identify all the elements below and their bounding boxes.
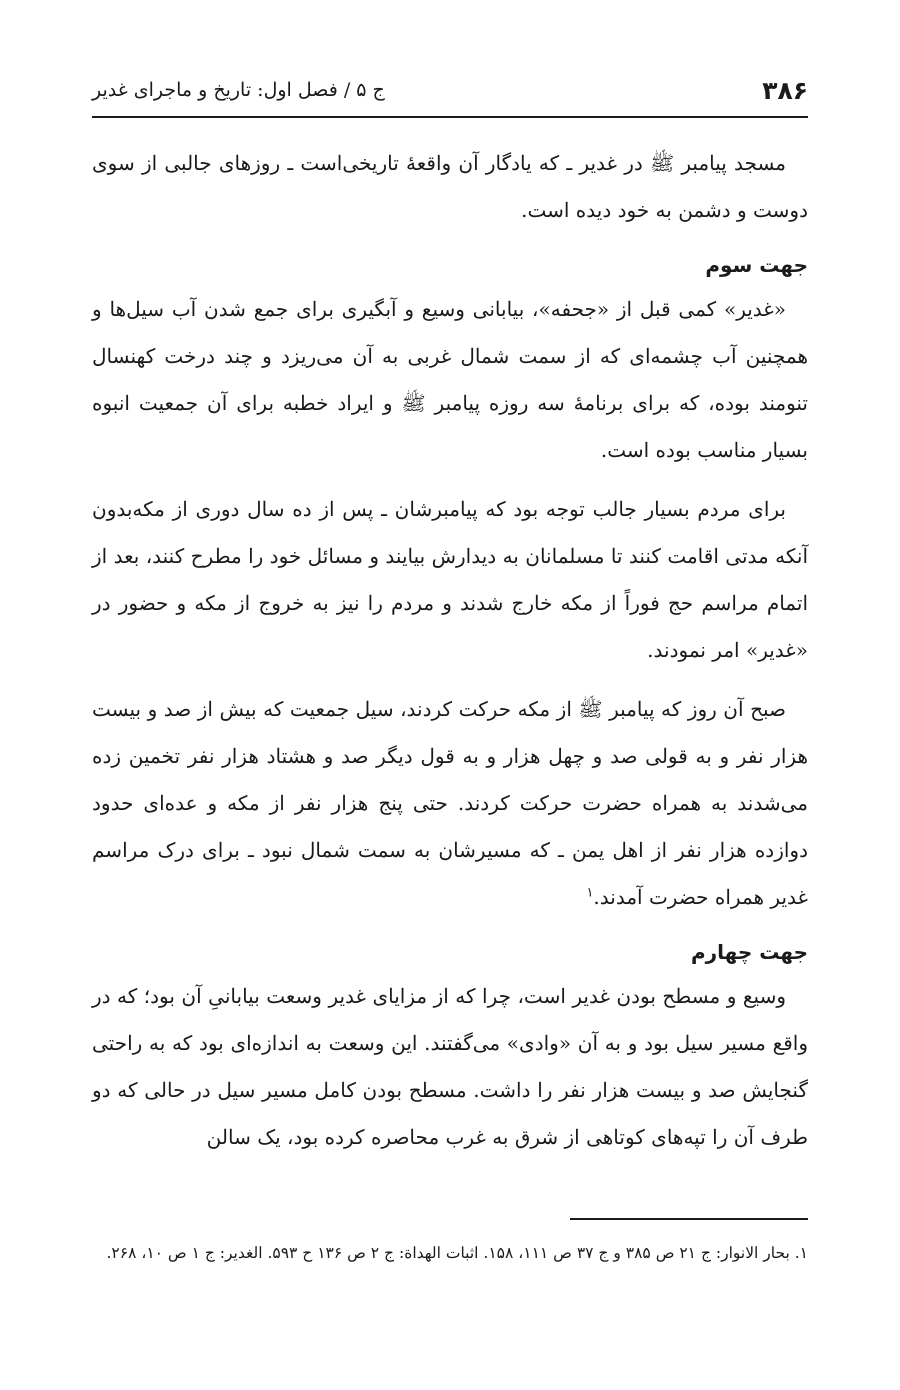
- paragraph-3: برای مردم بسیار جالب توجه بود که پیامبرشان ـ پس از ده سال دوری از مکه‌بدون آنکه مدتی اقامت کنند تا مسلمانان به دیدارش بیایند و مسائل خود را مطرح کنند، بعد از اتمام مراسم حج فوراً از مکه خارج شدند و مردم را نیز به خروج از مکه و حضور در «غدیر» امر نمودند.: [92, 497, 808, 662]
- paragraph-1: مسجد پیامبر ﷺ در غدیر ـ که یادگار آن واقعهٔ تاریخی‌است ـ روزهای جالبی از سوی دوست و دشمن به خود دیده است.: [92, 151, 808, 222]
- body-text: [92, 140, 808, 1167]
- book-page: [92, 0, 808, 1390]
- paragraph-2: «غدیر» کمی قبل از «جحفه»، بیابانی وسیع و آبگیری برای جمع شدن آب سیل‌ها و همچنین آب چشمه‌ای که از سمت شمال غربی به آن می‌ریزد و چند درخت کهنسال تنومند بوده، که برای برنامهٔ سه روزه پیامبر ﷺ و ایراد خطبه برای آن جمعیت انبوه بسیار مناسب بوده است.: [92, 297, 808, 462]
- header-title: ج ۵ / فصل اول: تاریخ و ماجرای غدیر: [92, 79, 385, 101]
- paragraph-4: [92, 686, 808, 921]
- section-heading-fourth: جهت چهارم: [690, 940, 808, 964]
- section-heading-third: جهت سوم: [705, 253, 808, 277]
- header-rule: [92, 116, 808, 118]
- paragraph-5: وسیع و مسطح بودن غدیر است، چرا که از مزایای غدیر وسعت بیابانیِ آن بود؛ که در واقع مسیر سیل بود و به آن «وادی» می‌گفتند. این وسعت به اندازه‌ای بود که به راحتی گنجایش صد و بیست هزار نفر را داشت. مسطح بودن کامل مسیر سیل در حالی که دو طرف آن را تپه‌های کوتاهی از شرق به غرب محاصره کرده بود، یک سالن: [92, 984, 808, 1149]
- footnote-marker[interactable]: ۱: [586, 885, 594, 901]
- footnotes: [92, 1236, 808, 1270]
- footnote-rule: [570, 1218, 808, 1220]
- footnote-1: ۱. بحار الانوار: ج ۲۱ ص ۳۸۵ و ج ۳۷ ص ۱۱۱، ۱۵۸. اثبات الهداة: ج ۲ ص ۱۳۶ ح ۵۹۳. الغدیر: ج ۱ ص ۱۰، ۲۶۸.: [106, 1244, 808, 1262]
- page-number: ۳۸۶: [762, 75, 808, 105]
- paragraph-4-text: صبح آن روز که پیامبر ﷺ از مکه حرکت کردند، سیل جمعیت که بیش از صد و بیست هزار نفر و به قولی صد و چهل هزار و به قول دیگر صد و هشتاد هزار نفر تخمین زده می‌شدند به همراه حضرت حرکت کردند. حتی پنج هزار نفر از مکه و عده‌ای حدود دوازده هزار نفر از اهل یمن ـ که مسیرشان به سمت شمال نبود ـ برای درک مراسم غدیر همراه حضرت آمدند.: [92, 697, 808, 909]
- running-head: [92, 70, 808, 110]
